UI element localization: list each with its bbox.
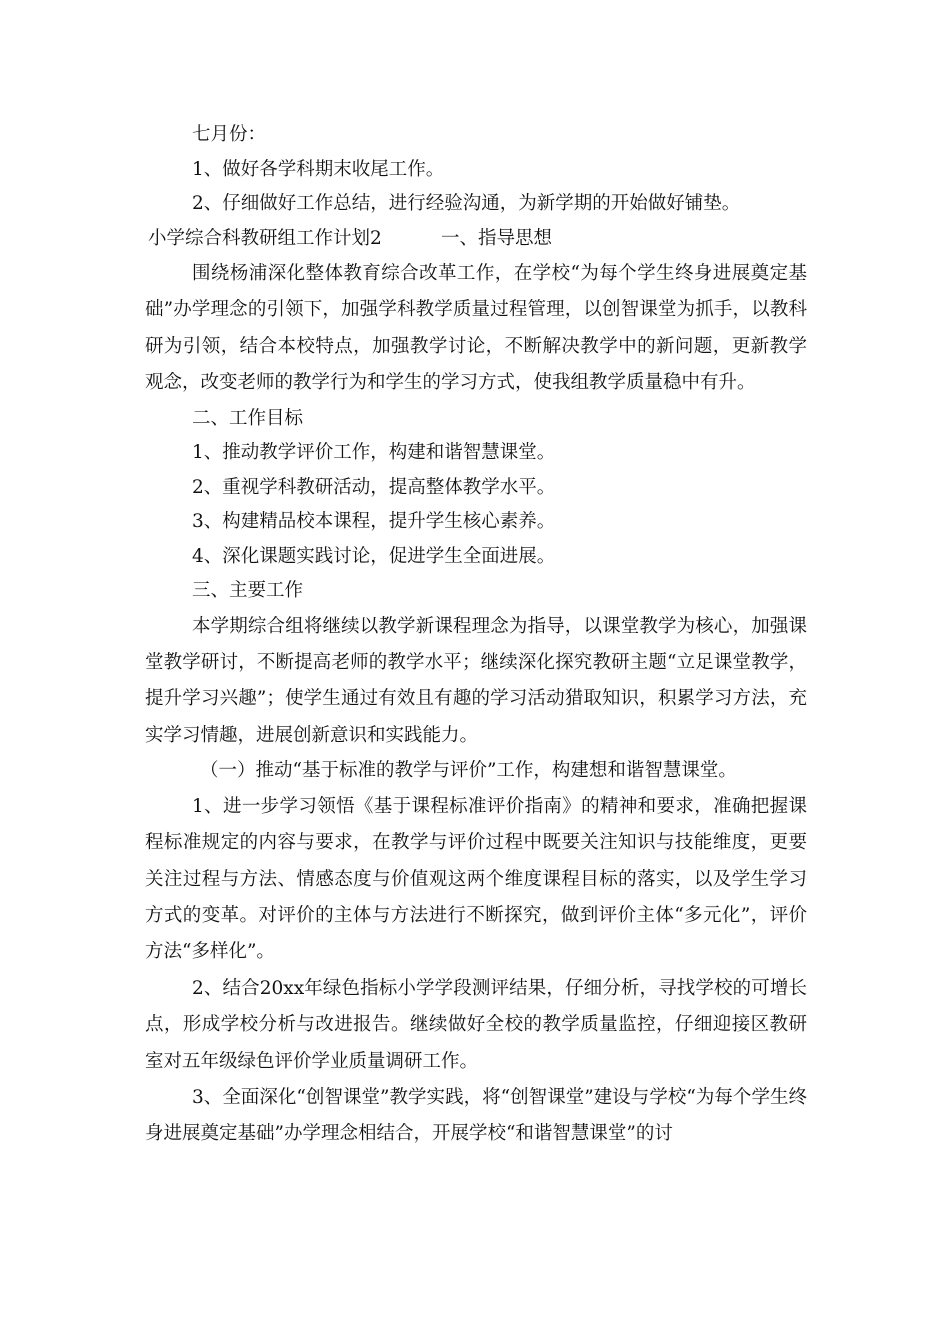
main-work-paragraph: 本学期综合组将继续以教学新课程理念为指导，以课堂教学为核心，加强课堂教学研讨，不断提高老师的教学水平；继续深化探究教研主题“立足课堂教学，提升学习兴趣”；使学生通过有效且有趣的学习活动猎取知识，积累学习方法，充实学习情趣，进展创新意识和实践能力。 (145, 615, 807, 746)
guiding-paragraph: 围绕杨浦深化整体教育综合改革工作，在学校“为每个学生终身进展奠定基础”办学理念的引领下，加强学科教学质量过程管理，以创智课堂为抓手，以教科研为引领，结合本校特点，加强教学讨论，不断解决教学中的新问题，更新教学观念，改变老师的教学行为和学生的学习方式，使我组教学质量稳中有升。 (145, 263, 807, 394)
work-item-2: 2、结合20xx年绿色指标小学学段测评结果，仔细分析，寻找学校的可增长点，形成学校分析与改进报告。继续做好全校的教学质量监控，仔细迎接区教研室对五年级绿色评价学业质量调研工作。 (145, 977, 807, 1072)
plan-title-line (145, 222, 807, 257)
intro-line-month: 七月份： (192, 124, 267, 145)
section-3-heading: 三、主要工作 (192, 580, 304, 602)
intro-line-2: 2、仔细做好工作总结，进行经验沟通，为新学期的开始做好铺垫。 (192, 193, 741, 214)
intro-line-1: 1、做好各学科期末收尾工作。 (192, 158, 445, 180)
plan-title: 小学综合科教研组工作计划2 (148, 227, 382, 249)
document-body (145, 118, 807, 1153)
goal-item-1: 1、推动教学评价工作，构建和谐智慧课堂。 (192, 442, 556, 464)
work-item-1: 1、进一步学习领悟《基于课程标准评价指南》的精神和要求，准确把握课程标准规定的内容与要求，在教学与评价过程中既要关注知识与技能维度，更要关注过程与方法、情感态度与价值观这两个维度课程目标的落实，以及学生学习方式的变革。对评价的主体与方法进行不断探究，做到评价主体“多元化”，评价方法“多样化”。 (145, 795, 807, 963)
work-item-3: 3、全面深化“创智课堂”教学实践，将“创智课堂”建设与学校“为每个学生终身进展奠定基础”办学理念相结合，开展学校“和谐智慧课堂”的讨 (145, 1087, 807, 1145)
section-2-heading: 二、工作目标 (192, 407, 304, 429)
section-1-heading: 一、指导思想 (441, 227, 553, 249)
goal-item-4: 4、深化课题实践讨论，促进学生全面进展。 (192, 545, 556, 567)
goal-item-3: 3、构建精品校本课程，提升学生核心素养。 (192, 511, 556, 533)
goal-item-2: 2、重视学科教研活动，提高整体教学水平。 (192, 476, 556, 498)
subsection-1-heading: （一）推动“基于标准的教学与评价”工作，构建想和谐智慧课堂。 (200, 760, 737, 782)
